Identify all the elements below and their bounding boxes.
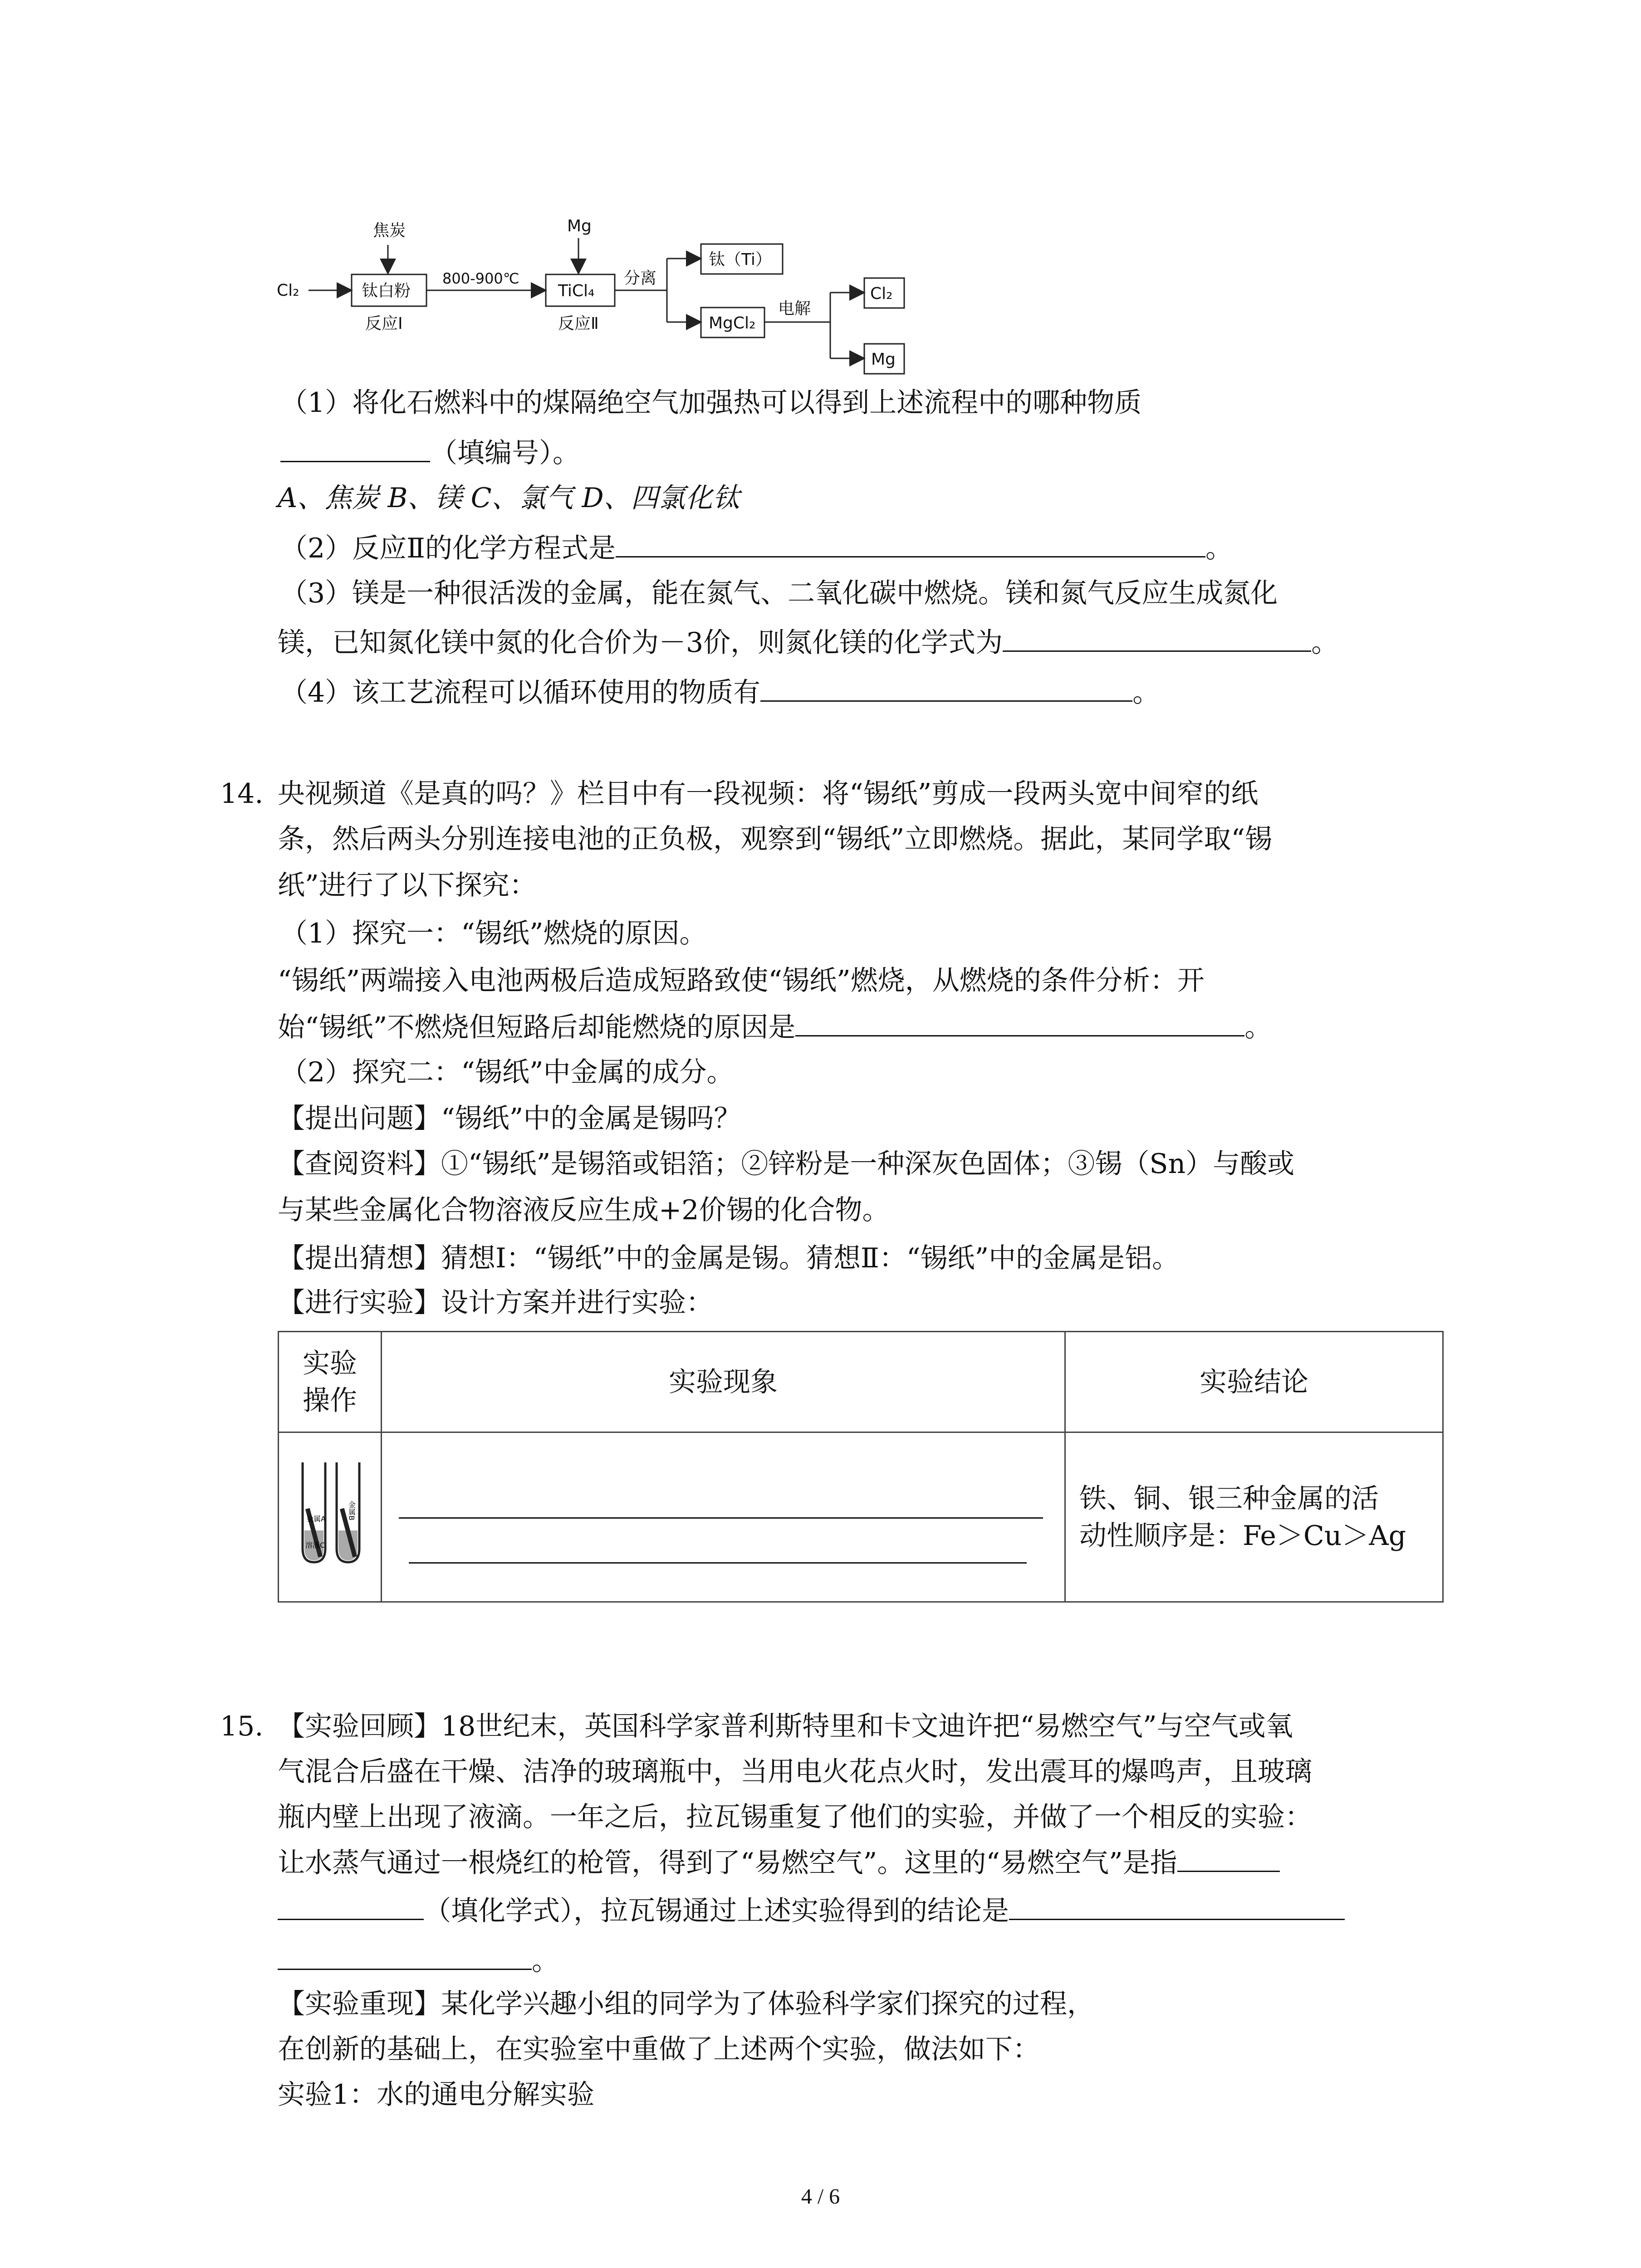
header-phenomenon: 实验现象 [382, 1332, 1065, 1432]
separate-label: 分离 [624, 269, 657, 288]
metal-a-label: 金属A [306, 1515, 326, 1523]
header-conclusion: 实验结论 [1065, 1332, 1443, 1432]
q15-line4: 让水蒸气通过一根烧红的枪管，得到了“易燃空气”。这里的“易燃空气”是指 [278, 1844, 1280, 1881]
operation-image-cell [279, 1432, 382, 1602]
q14-line9: 【查阅资料】①“锡纸”是锡箔或铝箔；②锌粉是一种深灰色固体；③锡（Sn）与酸或 [278, 1148, 1295, 1180]
reaction1-label: 反应Ⅰ [365, 314, 403, 333]
q15-conclusion-blank-end[interactable] [278, 1942, 532, 1970]
q14-line2: 条，然后两头分别连接电池的正负极，观察到“锡纸”立即燃烧。据此，某同学取“锡 [278, 823, 1273, 855]
q14-line7: （2）探究二：“锡纸”中金属的成分。 [280, 1056, 734, 1088]
metal-b-label: 金属B [347, 1501, 356, 1520]
q13-part4: （4）该工艺流程可以循环使用的物质有 。 [280, 674, 1160, 711]
q14-line4: （1）探究一：“锡纸”燃烧的原因。 [280, 918, 707, 949]
titanium-white-box: 钛白粉 [362, 282, 411, 300]
q13-part1-line1: （1）将化石燃料中的煤隔绝空气加强热可以得到上述流程中的哪种物质 [280, 387, 1142, 419]
q15-line1: 【实验回顾】18世纪末，英国科学家普利斯特里和卡文迪许把“易燃空气”与空气或氧 [278, 1711, 1293, 1742]
mgcl2-box: MgCl₂ [709, 314, 756, 332]
q13-part3-line1: （3）镁是一种很活泼的金属，能在氮气、二氧化碳中燃烧。镁和氮气反应生成氮化 [280, 577, 1278, 609]
q15-conclusion-blank-start[interactable] [1009, 1892, 1345, 1920]
q15-line7: 【实验重现】某化学兴趣小组的同学为了体验科学家们探究的过程， [278, 1988, 1094, 2020]
test-tube-illustration [294, 1453, 366, 1571]
reaction2-label: 反应Ⅱ [558, 314, 599, 333]
conclusion-cell: 铁、铜、银三种金属的活 动性顺序是：Fe＞Cu＞Ag [1065, 1432, 1443, 1602]
ticl4-box: TiCl₄ [558, 282, 595, 300]
cl2-output-box: Cl₂ [870, 284, 893, 303]
q13-part2: （2）反应Ⅱ的化学方程式是 。 [280, 530, 1233, 567]
cl2-input-label: Cl₂ [277, 281, 299, 300]
q14-line3: 纸”进行了以下探究： [278, 870, 537, 901]
q14-line10: 与某些金属化合物溶液反应生成+2价锡的化合物。 [278, 1194, 890, 1226]
q14-line5: “锡纸”两端接入电池两极后造成短路致使“锡纸”燃烧，从燃烧的条件分析：开 [278, 965, 1205, 997]
phenomenon-blank-1[interactable] [399, 1487, 1043, 1519]
q13-part1-line2: （填编号）。 [280, 435, 580, 471]
header-operation: 实验 操作 [279, 1332, 382, 1432]
q13-part2-answer-blank[interactable] [616, 530, 1205, 557]
q14-line1: 央视频道《是真的吗？》栏目中有一段视频：将“锡纸”剪成一段两头宽中间窄的纸 [278, 778, 1259, 810]
q13-part3-answer-blank[interactable] [1003, 624, 1311, 652]
mg-input-label: Mg [567, 217, 592, 235]
q15-line8: 在创新的基础上，在实验室中重做了上述两个实验，做法如下： [278, 2033, 1040, 2065]
q14-line6: 始“锡纸”不燃烧但短路后却能燃烧的原因是 。 [278, 1009, 1272, 1046]
q15-line2: 气混合后盛在干燥、洁净的玻璃瓶中，当用电火花点火时，发出震耳的爆鸣声，且玻璃 [278, 1756, 1312, 1788]
experiment-table [278, 1331, 1444, 1603]
phenomenon-answer-cell [382, 1432, 1065, 1602]
q15-line9: 实验1：水的通电分解实验 [278, 2079, 595, 2111]
page-number: 4 / 6 [801, 2185, 840, 2209]
q15-formula-blank-start[interactable] [1177, 1844, 1280, 1872]
q15-formula-blank-end[interactable] [278, 1892, 424, 1920]
solution-c-label: 溶液C [305, 1541, 325, 1549]
ti-box: 钛（Ti） [709, 250, 772, 269]
q14-line11: 【提出猜想】猜想I：“锡纸”中的金属是锡。猜想Ⅱ：“锡纸”中的金属是铝。 [278, 1242, 1180, 1274]
mg-output-box: Mg [871, 350, 896, 369]
q15-line5: （填化学式），拉瓦锡通过上述实验得到的结论是 [278, 1892, 1345, 1929]
q13-part4-answer-blank[interactable] [760, 674, 1132, 702]
q15-line3: 瓶内壁上出现了液滴。一年之后，拉瓦锡重复了他们的实验，并做了一个相反的实验： [278, 1801, 1312, 1833]
q14-number: 14. [220, 778, 264, 810]
q13-options: A、焦炭 B、镁 C、氯气 D、四氯化钛 [278, 482, 740, 514]
q14-reason-blank[interactable] [795, 1009, 1244, 1036]
q13-part1-answer-blank[interactable] [280, 435, 430, 462]
q13-part3-line2: 镁，已知氮化镁中氮的化合价为－3价，则氮化镁的化学式为 。 [278, 624, 1338, 661]
temperature-label: 800-900℃ [442, 270, 519, 287]
phenomenon-blank-2[interactable] [409, 1519, 1027, 1564]
titanium-process-flowchart [268, 213, 939, 386]
electrolysis-label: 电解 [778, 299, 811, 318]
q14-line12: 【进行实验】设计方案并进行实验： [278, 1287, 713, 1319]
coke-label: 焦炭 [373, 221, 406, 240]
q14-line8: 【提出问题】“锡纸”中的金属是锡吗？ [278, 1103, 741, 1134]
q15-number: 15. [220, 1711, 264, 1742]
q15-line6: 。 [278, 1942, 559, 1979]
